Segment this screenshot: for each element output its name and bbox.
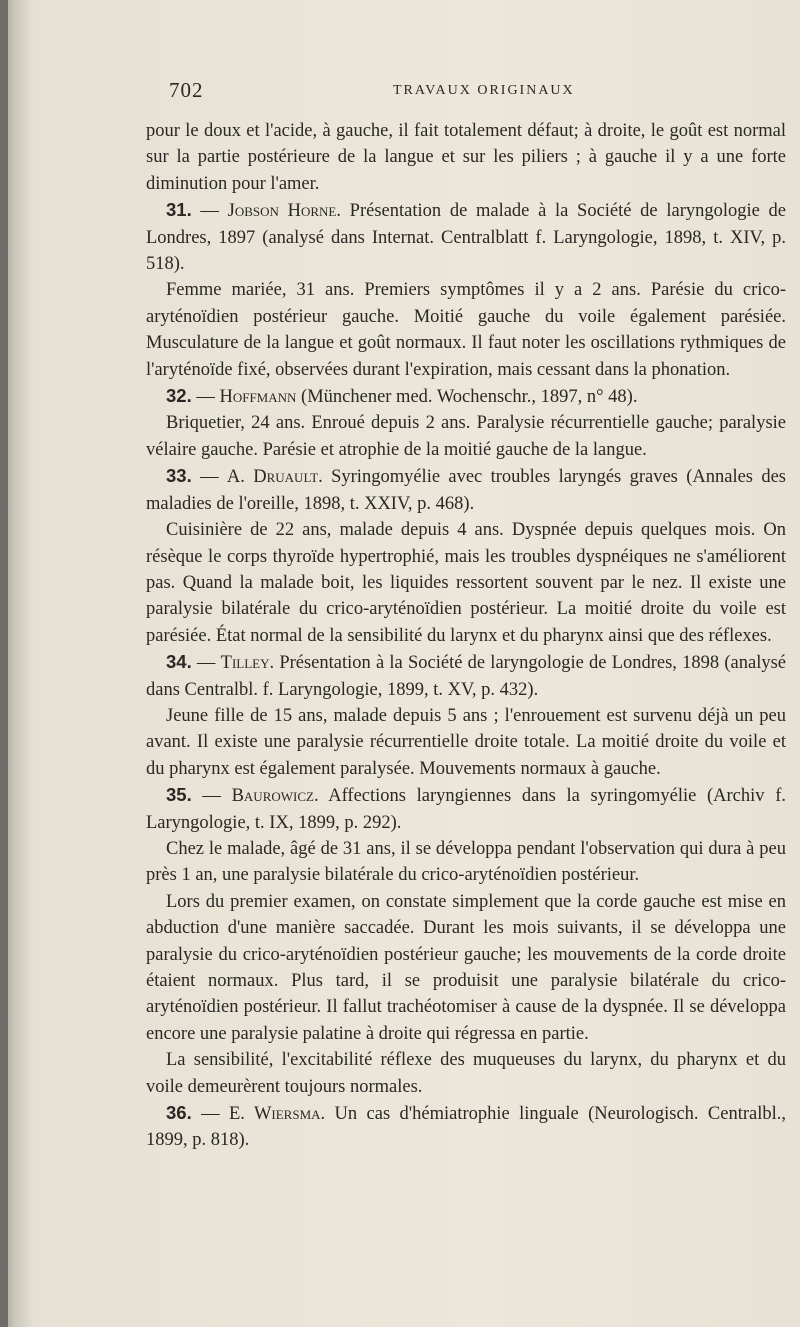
- paragraph-text: Jeune fille de 15 ans, malade depuis 5 ans ; l'enrouement est survenu déjà un peu avant. Il existe une paralysie récurrentielle droite totale. La moitié droite du voile et du pharynx est également paralysée. Mouvements normaux à gauche.: [146, 705, 786, 779]
- binding-gutter: [0, 0, 8, 1327]
- entry-number: 33.: [166, 465, 192, 487]
- paragraph-text: (Münchener med. Wochenschr., 1897, n° 48).: [296, 387, 638, 408]
- paragraph-text: Syringomyélie avec troubles laryngés graves (Annales des maladies de l'oreille, 1898, t. XXIV, p. 468).: [146, 467, 786, 514]
- entry-author: Baurowicz.: [231, 786, 319, 807]
- paragraph-text: Cuisinière de 22 ans, malade depuis 4 ans. Dyspnée depuis quelques mois. On résèque le corps thyroïde hypertrophié, mais les troubles dyspnéiques ne s'améliorent pas. Quand la malade boit, les liquides ressortent souvent par le nez. Il existe une paralysie bilatérale du crico-aryténoïdien postérieur. La moitié droite du voile est parésiée. État normal de la sensibilité du larynx et du pharynx ainsi que des réflexes.: [146, 520, 786, 646]
- paragraph-text: Présentation à la Société de laryngologie de Londres, 1898 (analysé dans Centralbl. f. Laryngologie, 1899, t. XV, p. 432).: [146, 653, 786, 700]
- paragraph-text: Affections laryngiennes dans la syringomyélie (Archiv f. Laryngologie, t. IX, 1899, p. 292).: [146, 786, 786, 833]
- entry-paragraph: 36. — E. Wiersma. Un cas d'hémiatrophie linguale (Neurologisch. Centralbl., 1899, p. 818).: [146, 1102, 787, 1151]
- body-paragraph: [146, 889, 786, 1047]
- body-paragraph: [146, 517, 786, 649]
- running-title: TRAVAUX ORIGINAUX: [393, 83, 575, 98]
- body-paragraph: [146, 1047, 786, 1100]
- paragraph-text: Un cas d'hémiatrophie linguale (Neurologisch. Centralbl., 1899, p. 818).: [146, 1104, 787, 1151]
- entry-author: Tilley.: [220, 653, 275, 674]
- paragraph-text: Femme mariée, 31 ans. Premiers symptômes il y a 2 ans. Parésie du crico-aryténoïdien postérieur gauche. Moitié gauche du voile également parésiée. Musculature de la langue et goût normaux. Il faut noter les oscillations rythmiques de l'aryténoïde fixé, observées durant l'expiration, mais cessant dans la phonation.: [146, 280, 786, 380]
- entry-paragraph: 32. — Hoffmann (Münchener med. Wochenschr., 1897, n° 48).: [166, 385, 638, 408]
- paragraph-text: Lors du premier examen, on constate simplement que la corde gauche est mise en abduction d'une manière saccadée. Durant les mois suivants, il se développa une paralysie du crico-aryténoïdien postérieur gauche; les mouvements de la corde droite étaient normaux. Plus tard, il se produisit une paralysie bilatérale du crico-aryténoïdien postérieur. Il fallut trachéotomiser à cause de la dyspnée. Il se développa encore une paralysie palatine à droite qui régressa en partie.: [146, 891, 786, 1044]
- paragraph-text: Chez le malade, âgé de 31 ans, il se développa pendant l'observation qui dura à peu près 1 an, une paralysie bilatérale du crico-aryténoïdien postérieur.: [146, 838, 786, 886]
- entry-number: 32.: [166, 385, 192, 407]
- entry-number: 36.: [166, 1102, 192, 1124]
- page-number: 702: [169, 78, 204, 102]
- entry-author: E. Wiersma.: [228, 1104, 326, 1125]
- body-paragraph: [146, 277, 786, 383]
- entry-author: A. Druault.: [226, 467, 323, 488]
- paragraph-text: Briquetier, 24 ans. Enroué depuis 2 ans. Paralysie récurrentielle gauche; paralysie vélaire gauche. Parésie et atrophie de la moitié gauche de la langue.: [146, 413, 786, 460]
- entry-paragraph: 31. — Jobson Horne. Présentation de malade à la Société de laryngologie de Londres, 1897 (analysé dans Internat. Centralblatt f. Laryngologie, 1898, t. XIV, p. 518).: [146, 199, 787, 275]
- body-paragraph: [146, 836, 786, 889]
- body-text: [146, 118, 786, 1154]
- entry-number: 31.: [166, 199, 192, 221]
- entry-author: Jobson Horne.: [227, 201, 341, 222]
- body-paragraph: [146, 703, 786, 782]
- paragraph-text: Présentation de malade à la Société de laryngologie de Londres, 1897 (analysé dans Internat. Centralblatt f. Laryngologie, 1898, t. XIV, p. 518).: [146, 201, 787, 275]
- paragraph-text: La sensibilité, l'excitabilité réflexe des muqueuses du larynx, du pharynx et du voile demeurèrent toujours normales.: [146, 1050, 786, 1097]
- paragraph-text: pour le doux et l'acide, à gauche, il fait totalement défaut; à droite, le goût est normal sur la partie postérieure de la langue et sur les piliers ; à gauche il y a une forte diminution pour l'amer.: [146, 121, 786, 194]
- entry-paragraph: 34. — Tilley. Présentation à la Société de laryngologie de Londres, 1898 (analysé dans Centralbl. f. Laryngologie, 1899, t. XV, p. 432).: [146, 651, 786, 700]
- body-paragraph: [146, 410, 786, 463]
- page-header: [0, 78, 800, 104]
- entry-paragraph: 35. — Baurowicz. Affections laryngiennes dans la syringomyélie (Archiv f. Laryngologie, t. IX, 1899, p. 292).: [146, 784, 786, 833]
- entry-author: Hoffmann: [219, 387, 297, 408]
- entry-number: 34.: [166, 651, 192, 673]
- entry-paragraph: 33. — A. Druault. Syringomyélie avec troubles laryngés graves (Annales des maladies de l'oreille, 1898, t. XXIV, p. 468).: [146, 465, 786, 514]
- body-paragraph: [146, 118, 786, 197]
- entry-number: 35.: [166, 784, 192, 806]
